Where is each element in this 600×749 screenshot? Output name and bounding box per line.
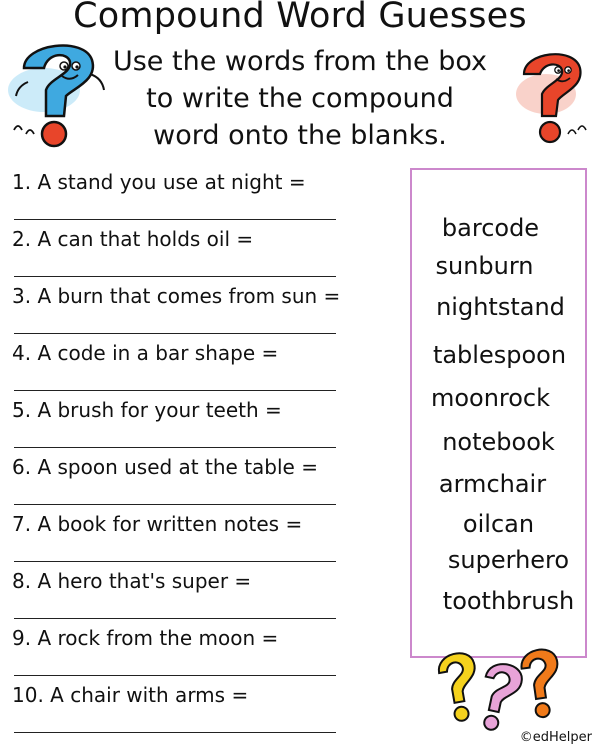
- word-bank-item-toothbrush: toothbrush: [442, 587, 575, 615]
- question-5: 5. A brush for your teeth =: [12, 398, 282, 422]
- word-bank-item-nightstand: nightstand: [436, 293, 565, 321]
- answer-blank-7[interactable]: [14, 561, 336, 562]
- word-bank-item-sunburn: sunburn: [435, 252, 534, 280]
- word-bank-item-tablespoon: tablespoon: [432, 341, 567, 369]
- question-2: 2. A can that holds oil =: [12, 227, 254, 251]
- answer-blank-6[interactable]: [14, 504, 336, 505]
- answer-blank-3[interactable]: [14, 333, 336, 334]
- orange-question-mark-mascot-icon: [512, 44, 592, 148]
- word-bank-item-superhero: superhero: [447, 546, 570, 574]
- answer-blank-8[interactable]: [14, 618, 336, 619]
- answer-blank-4[interactable]: [14, 390, 336, 391]
- word-bank-item-barcode: barcode: [441, 214, 540, 242]
- colorful-question-marks-icon: [436, 648, 566, 738]
- question-6: 6. A spoon used at the table =: [12, 455, 318, 479]
- page-title: Compound Word Guesses: [73, 0, 527, 36]
- answer-blank-2[interactable]: [14, 276, 336, 277]
- copyright-text: ©edHelper: [519, 730, 592, 745]
- answer-blank-1[interactable]: [14, 219, 336, 220]
- question-4: 4. A code in a bar shape =: [12, 341, 279, 365]
- blue-question-mark-mascot-icon: [4, 30, 116, 150]
- question-3: 3. A burn that comes from sun =: [12, 284, 341, 308]
- answer-blank-9[interactable]: [14, 675, 336, 676]
- word-bank-item-oilcan: oilcan: [462, 510, 535, 538]
- answer-blank-5[interactable]: [14, 447, 336, 448]
- question-7: 7. A book for written notes =: [12, 512, 303, 536]
- question-1: 1. A stand you use at night =: [12, 170, 306, 194]
- question-8: 8. A hero that's super =: [12, 569, 252, 593]
- question-9: 9. A rock from the moon =: [12, 626, 279, 650]
- instructions: Use the words from the box to write the compound word onto the blanks.: [112, 46, 488, 151]
- question-10: 10. A chair with arms =: [12, 683, 249, 707]
- word-bank-item-moonrock: moonrock: [430, 384, 551, 412]
- answer-blank-10[interactable]: [14, 732, 336, 733]
- word-bank-item-armchair: armchair: [438, 470, 547, 498]
- word-bank-item-notebook: notebook: [442, 428, 555, 456]
